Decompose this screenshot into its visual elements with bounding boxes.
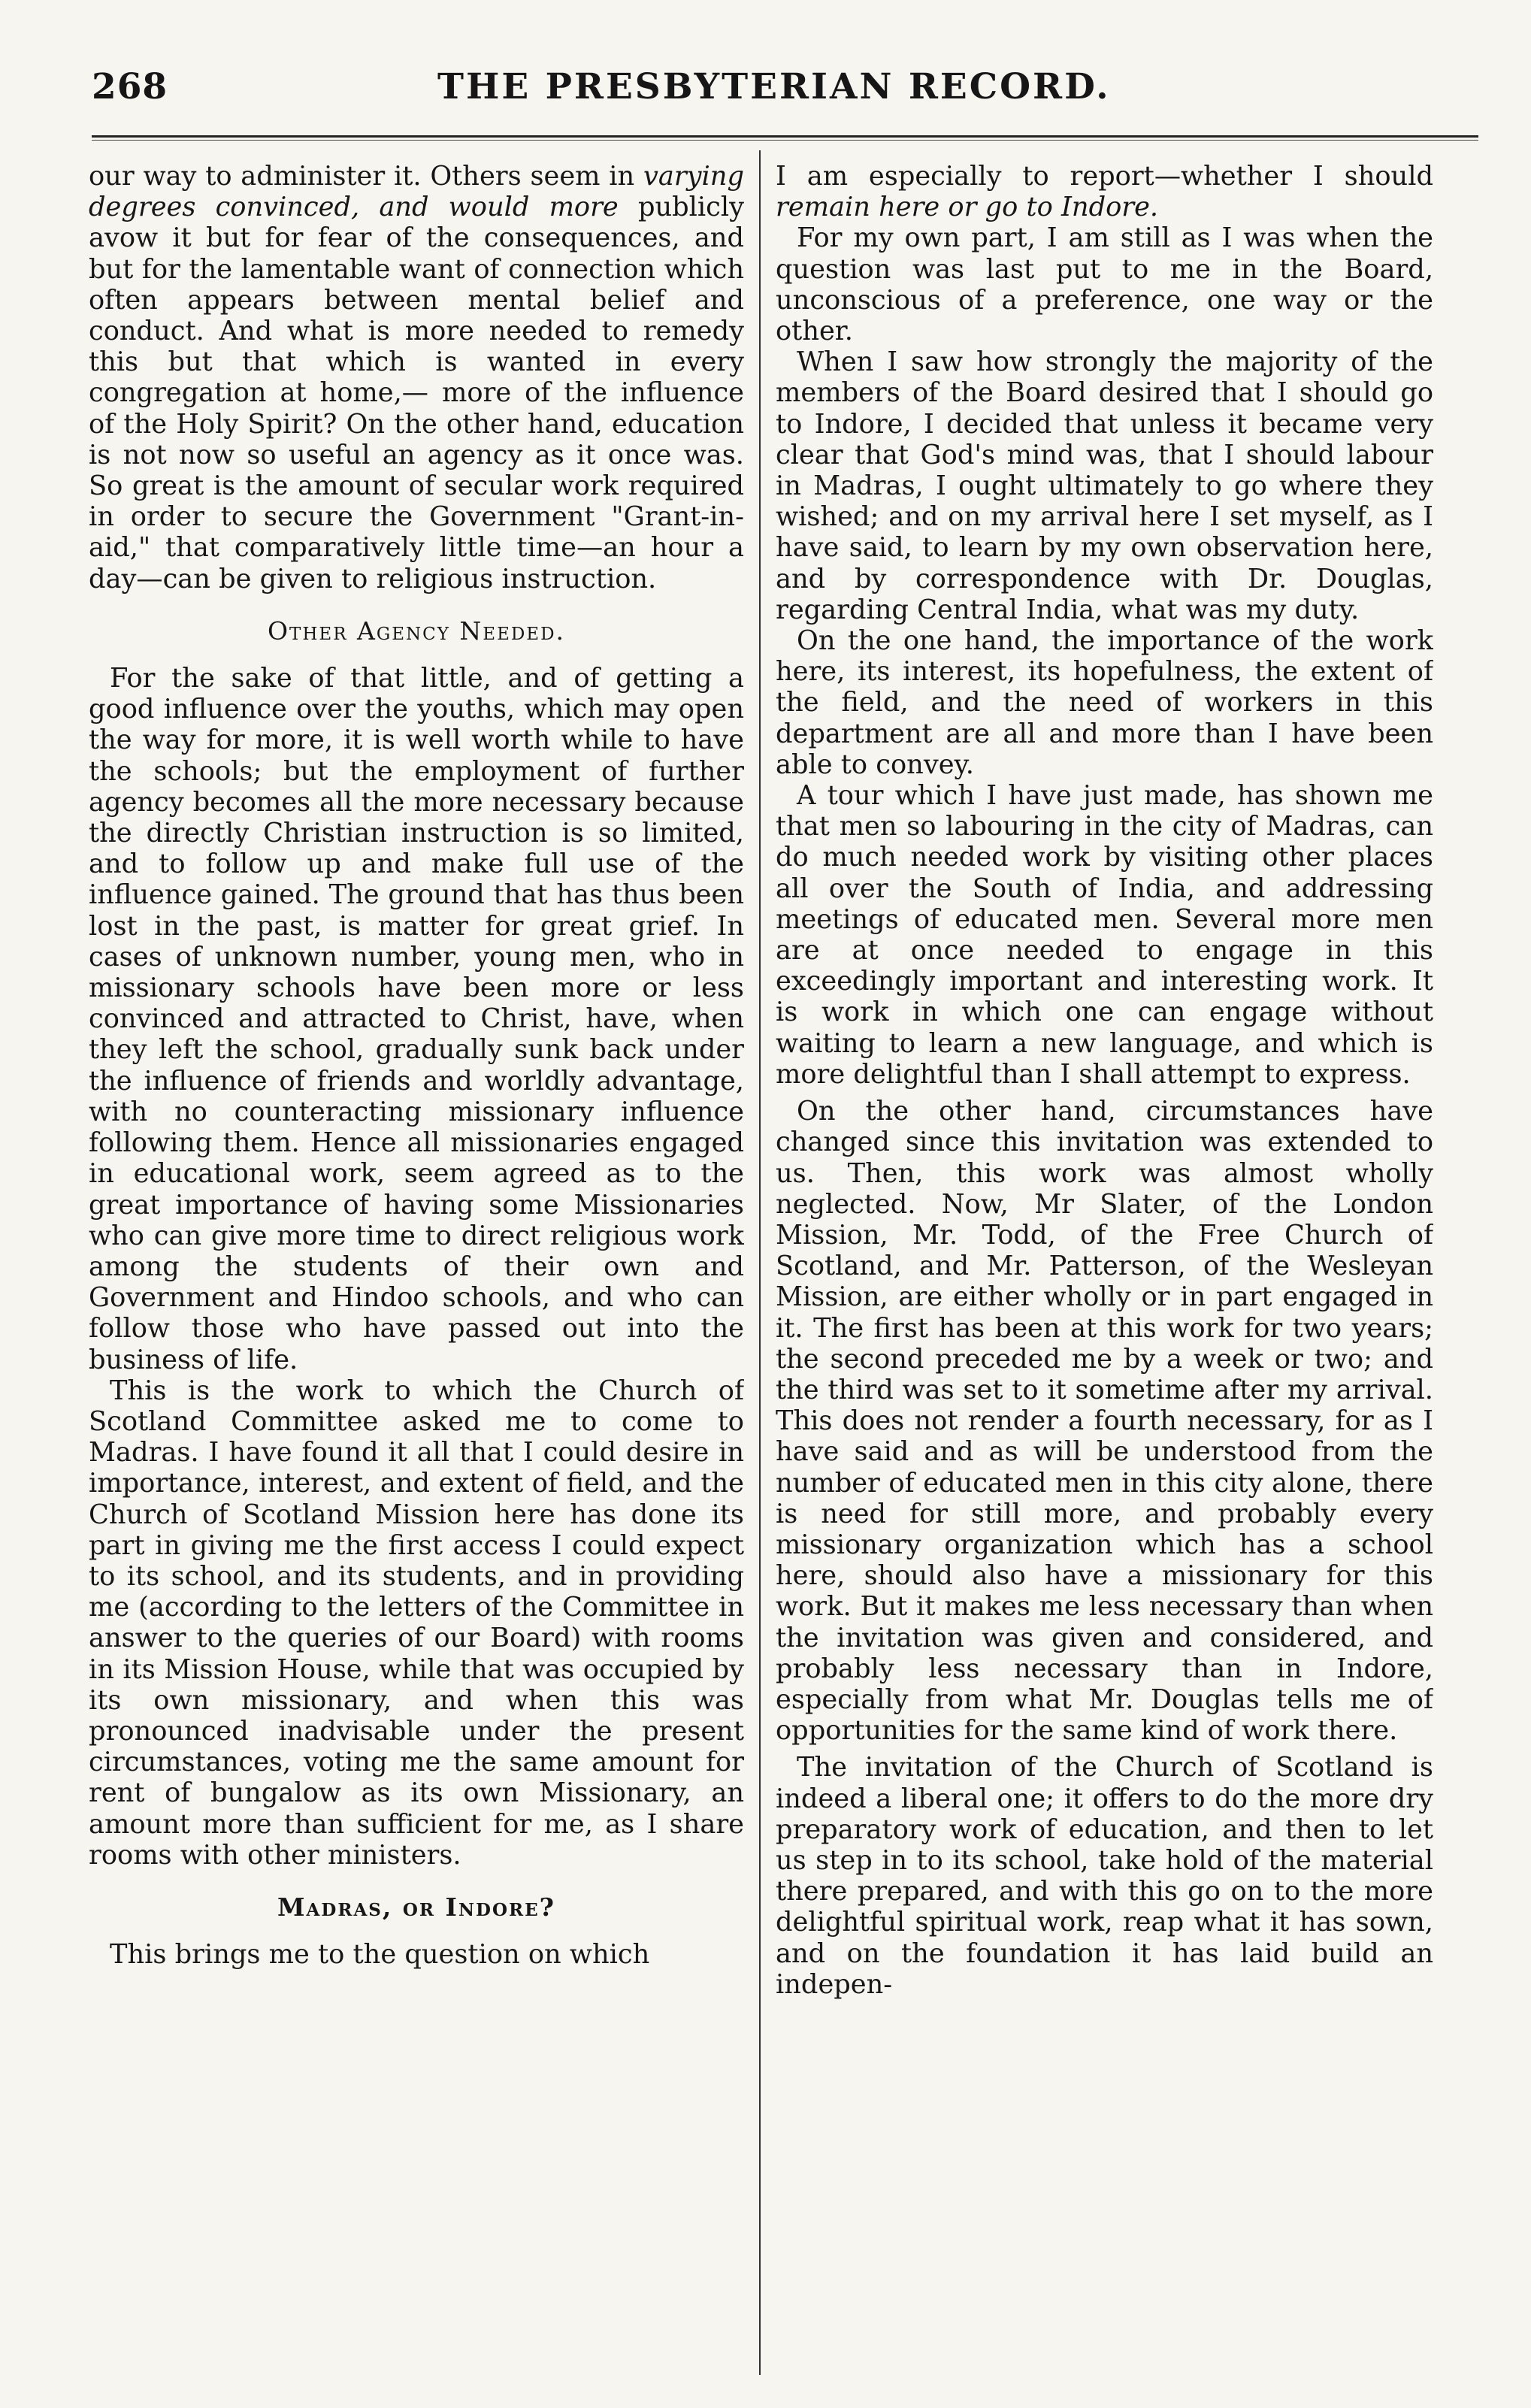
- header-rule: [92, 135, 1478, 141]
- paragraph: The invitation of the Church of Scotland is indeed a liberal one; it offers to do the more dry preparatory work of education, and then to let us step in to its school, take hold of the material there prepared, and with this go on to the more delightful spiritual work, reap what it has sown, and on the foundation it has laid build an indepen-: [776, 1752, 1433, 2000]
- running-header: [92, 66, 1478, 134]
- page-number: 268: [92, 66, 168, 107]
- running-title: THE PRESBYTERIAN RECORD.: [437, 66, 1111, 107]
- section-heading: Madras, or Indore?: [277, 1892, 555, 1922]
- section-heading: Other Agency Needed.: [267, 616, 566, 646]
- paragraph: This brings me to the question on which: [110, 1939, 650, 1971]
- text-span: our way to administer it. Others seem in: [89, 161, 635, 192]
- paragraph: A tour which I have just made, has shown me that men so labouring in the city of Madras, can do much needed work by visiting other places all over the South of India, and addressing meetings of educated men. Several more men are at once needed to engage in this exceedingly important and interesting work. It is work in which one can engage without waiting to learn a new language, and which is more delightful than I shall attempt to express.: [776, 780, 1433, 1090]
- text-span: I am especially to report—whether I should: [776, 161, 1433, 192]
- emphasis-text: varying degrees convinced, and would more: [89, 161, 744, 223]
- paragraph: When I saw how strongly the majority of the members of the Board desired that I should go to Indore, I decided that unless it became very clear that God's mind was, that I should labour in Madras, I ought ultimately to go where they wished; and on my arrival here I set myself, as I have said, to learn by my own observation here, and by correspondence with Dr. Douglas, regarding Central India, what was my duty.: [776, 346, 1433, 625]
- column-divider: [759, 150, 761, 2375]
- paragraph: [89, 161, 744, 594]
- left-column: [89, 161, 744, 2378]
- paragraph: For my own part, I am still as I was when the question was last put to me in the Board, unconscious of a preference, one way or the other.: [776, 222, 1433, 347]
- paragraph: On the other hand, circumstances have changed since this invitation was extended to us. Then, this work was almost wholly neglected. Now, Mr Slater, of the London Mission, Mr. Todd, of the Free Church of Scotland, and Mr. Patterson, of the Wesleyan Mission, are either wholly or in part engaged in it. The first has been at this work for two years; the second preceded me by a week or two; and the third was set to it sometime after my arrival. This does not render a fourth necessary, for as I have said and as will be understood from the number of educated men in this city alone, there is need for still more, and probably every missionary organization which has a school here, should also have a missionary for this work. But it makes me less necessary than when the invitation was given and considered, and probably less necessary than in Indore, especially from what Mr. Douglas tells me of opportunities for the same kind of work there.: [776, 1096, 1433, 1747]
- paragraph: On the one hand, the importance of the work here, its interest, its hopefulness, the extent of the field, and the need of workers in this department are all and more than I have been able to convey.: [776, 625, 1433, 780]
- paragraph: This is the work to which the Church of Scotland Committee asked me to come to Madras. I have found it all that I could desire in importance, interest, and extent of field, and the Church of Scotland Mission here has done its part in giving me the first access I could expect to its school, and its students, and in providing me (according to the letters of the Committee in answer to the queries of our Board) with rooms in its Mission House, while that was occupied by its own missionary, and when this was pronounced inadvisable under the present circumstances, voting me the same amount for rent of bungalow as its own Missionary, an amount more than sufficient for me, as I share rooms with other ministers.: [89, 1375, 744, 1871]
- emphasis-text: remain here or go to Indore.: [776, 192, 1159, 223]
- paragraph: [776, 161, 1433, 222]
- right-column: [776, 161, 1433, 2378]
- text-span: publicly avow it but for fear of the consequences, and but for the lamentable want of connection which often appears between mental belief and conduct. And what is more needed to remedy this but that which is wanted in every congregation at home,— more of the influence of the Holy Spirit? On the other hand, education is not now so useful an agency as it once was. So great is the amount of secular work required in order to secure the Government "Grant-in-aid," that comparatively little time—an hour a day—can be given to religious instruction.: [89, 192, 744, 594]
- paragraph: For the sake of that little, and of getting a good influence over the youths, which may open the way for more, it is well worth while to have the schools; but the employment of further agency becomes all the more necessary because the directly Christian instruction is so limited, and to follow up and make full use of the influence gained. The ground that has thus been lost in the past, is matter for great grief. In cases of unknown number, young men, who in missionary schools have been more or less convinced and attracted to Christ, have, when they left the school, gradually sunk back under the influence of friends and worldly advantage, with no counteracting missionary influence following them. Hence all missionaries engaged in educational work, seem agreed as to the great importance of having some Missionaries who can give more time to direct religious work among the students of their own and Government and Hindoo schools, and who can follow those who have passed out into the business of life.: [89, 663, 744, 1375]
